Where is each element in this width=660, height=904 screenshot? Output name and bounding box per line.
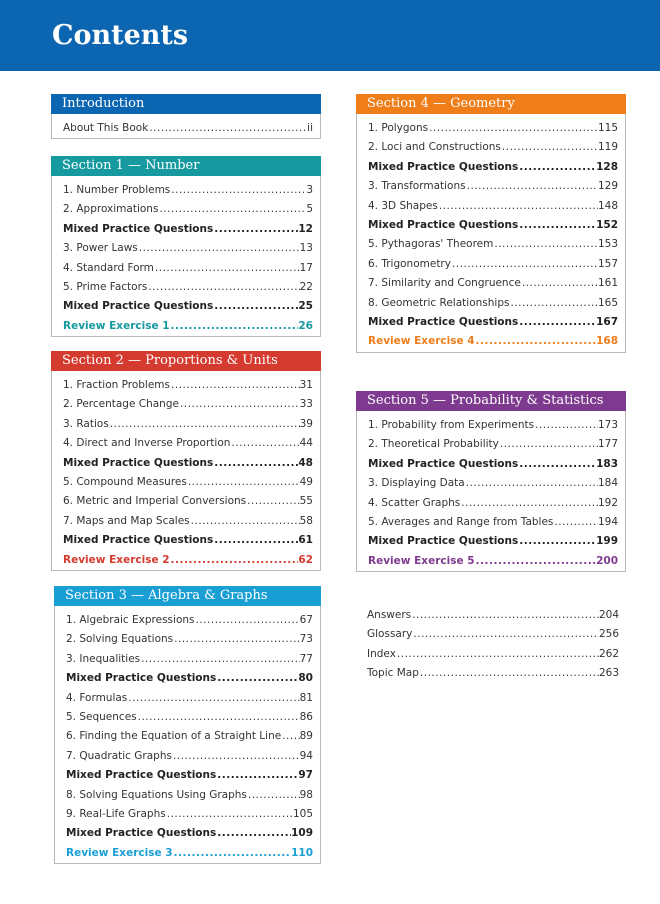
entry-title: 2. Solving Equations: [66, 633, 174, 646]
dot-leader: [158, 200, 306, 219]
toc-entry: [357, 138, 625, 157]
review-exercise-entry: [52, 317, 320, 336]
dot-leader: [213, 220, 298, 239]
entry-title: 2. Approximations: [63, 203, 159, 216]
dot-leader: [138, 239, 300, 258]
dot-leader: [147, 278, 299, 297]
entry-title: Mixed Practice Questions: [63, 456, 214, 469]
dot-leader: [466, 177, 598, 196]
toc-entry: [55, 611, 320, 630]
entry-title: 4. 3D Shapes: [368, 199, 438, 212]
entry-title: 1. Polygons: [368, 122, 429, 134]
page-number: 161: [597, 277, 618, 290]
toc-entry: [52, 259, 320, 278]
page-number: 263: [598, 667, 619, 680]
entry-title: 1. Algebraic Expressions: [66, 614, 195, 626]
page-number: 129: [597, 180, 618, 193]
section-entries: [356, 411, 626, 572]
page-number: 39: [299, 417, 313, 430]
entry-title: Mixed Practice Questions: [368, 457, 519, 470]
dot-leader: [553, 513, 598, 532]
toc-entry: [55, 630, 320, 649]
entry-title: 5. Pythagoras' Theorem: [368, 238, 494, 251]
dot-leader: [170, 376, 300, 395]
toc-entry: [52, 492, 320, 511]
entry-title: 1. Probability from Experiments: [368, 419, 535, 431]
section-header: Section 2 — Proportions & Units: [51, 351, 321, 371]
page-number: 81: [299, 691, 313, 704]
entry-title: Topic Map: [367, 667, 419, 680]
dot-leader: [170, 551, 299, 570]
section-header: Section 5 — Probability & Statistics: [356, 391, 626, 411]
page-number: 173: [597, 419, 618, 431]
dot-leader: [170, 181, 306, 200]
dot-leader: [166, 805, 293, 824]
entry-title: 4. Standard Form: [63, 261, 154, 274]
page-number: 148: [597, 199, 618, 212]
dot-leader: [216, 766, 298, 785]
dot-leader: [148, 119, 307, 138]
toc-entry: [55, 650, 320, 669]
dot-leader: [190, 512, 300, 531]
section-header: Introduction: [51, 94, 321, 114]
entry-title: Mixed Practice Questions: [368, 535, 519, 548]
entry-title: 8. Solving Equations Using Graphs: [66, 788, 247, 801]
page-number: 61: [298, 534, 313, 547]
toc-entry: [357, 494, 625, 513]
entry-title: 1. Number Problems: [63, 184, 171, 196]
dot-leader: [412, 625, 599, 644]
page-number: 13: [299, 242, 313, 255]
dot-leader: [213, 454, 298, 473]
page-number: 80: [298, 672, 313, 685]
page-number: 152: [596, 218, 618, 231]
dot-leader: [518, 216, 596, 235]
dot-leader: [137, 708, 300, 727]
dot-leader: [213, 297, 298, 316]
entry-title: Review Exercise 5: [368, 554, 475, 567]
toc-entry: [356, 625, 626, 644]
toc-entry: [357, 177, 625, 196]
entry-title: Review Exercise 4: [368, 335, 475, 348]
page-number: 86: [299, 710, 313, 723]
page-number: 67: [299, 614, 313, 626]
entry-title: Review Exercise 3: [66, 846, 173, 859]
page-number: 33: [299, 398, 313, 411]
toc-entry: [357, 216, 625, 235]
dot-leader: [127, 689, 299, 708]
page-number: 262: [598, 647, 619, 660]
page-number: 109: [291, 827, 313, 840]
page-number: 5: [306, 203, 313, 216]
toc-entry: [55, 708, 320, 727]
entry-title: Mixed Practice Questions: [66, 769, 217, 782]
page-number: 98: [299, 788, 313, 801]
entry-title: 3. Power Laws: [63, 242, 138, 255]
dot-leader: [173, 844, 292, 863]
toc-entry: [357, 455, 625, 474]
entry-title: 6. Trigonometry: [368, 257, 451, 270]
toc-entry: [52, 415, 320, 434]
page-number: 105: [292, 807, 313, 820]
section-entries: [356, 606, 626, 684]
entry-title: 7. Similarity and Congruence: [368, 277, 521, 290]
entry-title: Index: [367, 647, 396, 660]
toc-entry: [52, 531, 320, 550]
dot-leader: [247, 786, 300, 805]
toc-entry: [357, 197, 625, 216]
review-exercise-entry: [55, 844, 320, 863]
dot-leader: [246, 492, 299, 511]
toc-entry: [55, 727, 320, 746]
page-number: 97: [298, 769, 313, 782]
page-number: 119: [597, 141, 618, 154]
entry-title: Glossary: [367, 628, 413, 641]
entry-title: About This Book: [63, 122, 149, 134]
entry-title: 2. Loci and Constructions: [368, 141, 501, 154]
entry-title: 3. Ratios: [63, 417, 109, 430]
dot-leader: [460, 494, 598, 513]
page-number: 128: [596, 160, 618, 173]
section-header: Section 1 — Number: [51, 156, 321, 176]
toc-entry: [52, 119, 320, 138]
section-1-number: [51, 156, 321, 337]
page-number: 256: [598, 628, 619, 641]
section-entries: [356, 114, 626, 353]
dot-leader: [109, 415, 300, 434]
entry-title: 1. Fraction Problems: [63, 379, 171, 391]
entry-title: Mixed Practice Questions: [368, 315, 519, 328]
toc-entry: [357, 255, 625, 274]
page-number: 184: [597, 477, 618, 490]
entry-title: Mixed Practice Questions: [368, 218, 519, 231]
toc-entry: [357, 513, 625, 532]
section-2-proportions-units: [51, 351, 321, 571]
dot-leader: [518, 313, 596, 332]
entry-title: 3. Inequalities: [66, 652, 141, 665]
toc-entry: [52, 473, 320, 492]
page-number: 26: [298, 319, 313, 332]
dot-leader: [518, 532, 596, 551]
section-3-algebra-graphs: [54, 586, 321, 864]
page-number: 199: [596, 535, 618, 548]
section-header: Section 3 — Algebra & Graphs: [54, 586, 321, 606]
entry-title: Answers: [367, 609, 412, 621]
toc-entry: [357, 119, 625, 138]
entry-title: Mixed Practice Questions: [368, 160, 519, 173]
dot-leader: [509, 294, 598, 313]
entry-title: 4. Formulas: [66, 691, 128, 704]
entry-title: Mixed Practice Questions: [63, 222, 214, 235]
toc-entry: [357, 416, 625, 435]
entry-title: 3. Displaying Data: [368, 477, 465, 490]
page-number: 168: [596, 335, 618, 348]
dot-leader: [140, 650, 300, 669]
page-number: 44: [299, 437, 313, 450]
dot-leader: [518, 158, 596, 177]
entry-title: Mixed Practice Questions: [63, 300, 214, 313]
section-4-geometry: [356, 94, 626, 353]
dot-leader: [411, 606, 599, 625]
dot-leader: [230, 434, 299, 453]
entry-title: Mixed Practice Questions: [66, 672, 217, 685]
page-title: Contents: [52, 20, 189, 51]
dot-leader: [451, 255, 598, 274]
entry-title: 5. Averages and Range from Tables: [368, 515, 554, 528]
entry-title: 7. Maps and Map Scales: [63, 514, 190, 527]
dot-leader: [521, 274, 598, 293]
page-number: 73: [299, 633, 313, 646]
page-number: 192: [597, 496, 618, 509]
dot-leader: [428, 119, 598, 138]
dot-leader: [534, 416, 598, 435]
section-entries: [51, 176, 321, 337]
toc-entry: [55, 669, 320, 688]
entry-title: 5. Prime Factors: [63, 280, 148, 293]
dot-leader: [281, 727, 299, 746]
entry-title: 7. Quadratic Graphs: [66, 749, 172, 762]
toc-entry: [52, 512, 320, 531]
dot-leader: [499, 435, 598, 454]
page-number: 55: [299, 495, 313, 508]
page-number: 48: [298, 456, 313, 469]
page-number: 89: [299, 730, 313, 743]
review-exercise-entry: [52, 551, 320, 570]
page-number: 3: [306, 184, 313, 196]
toc-entry: [356, 606, 626, 625]
entry-title: Mixed Practice Questions: [66, 827, 217, 840]
dot-leader: [173, 630, 300, 649]
toc-entry: [55, 786, 320, 805]
review-exercise-entry: [357, 332, 625, 351]
dot-leader: [396, 645, 599, 664]
entry-title: 9. Real-Life Graphs: [66, 807, 166, 820]
entry-title: 2. Theoretical Probability: [368, 438, 499, 451]
section-introduction: [51, 94, 321, 139]
dot-leader: [465, 474, 598, 493]
page-number: 183: [596, 457, 618, 470]
entry-title: 2. Percentage Change: [63, 398, 179, 411]
dot-leader: [172, 747, 300, 766]
entry-title: 4. Scatter Graphs: [368, 496, 461, 509]
toc-entry: [52, 376, 320, 395]
page-number: 204: [598, 609, 619, 621]
page-number: 194: [597, 515, 618, 528]
page-number: 58: [299, 514, 313, 527]
page-number: 157: [597, 257, 618, 270]
dot-leader: [213, 531, 298, 550]
toc-entry: [55, 747, 320, 766]
toc-entry: [357, 294, 625, 313]
section-entries: [54, 606, 321, 864]
page-header-bar: [0, 0, 660, 71]
dot-leader: [170, 317, 299, 336]
toc-entry: [357, 532, 625, 551]
page-number: 17: [299, 261, 313, 274]
dot-leader: [501, 138, 598, 157]
page-number: 153: [597, 238, 618, 251]
page-number: 77: [299, 652, 313, 665]
toc-entry: [357, 313, 625, 332]
page-number: 165: [597, 296, 618, 309]
toc-entry: [52, 220, 320, 239]
page-number: ii: [307, 122, 313, 134]
page-number: 31: [299, 379, 313, 391]
section-entries: [51, 114, 321, 139]
toc-entry: [52, 395, 320, 414]
dot-leader: [438, 197, 598, 216]
dot-leader: [154, 259, 300, 278]
dot-leader: [475, 332, 597, 351]
toc-entry: [55, 824, 320, 843]
back-matter: [356, 606, 626, 684]
toc-entry: [357, 274, 625, 293]
entry-title: 3. Transformations: [368, 180, 466, 193]
toc-entry: [52, 200, 320, 219]
page-number: 167: [596, 315, 618, 328]
toc-entry: [55, 805, 320, 824]
section-header: Section 4 — Geometry: [356, 94, 626, 114]
entry-title: 5. Sequences: [66, 710, 137, 723]
page-number: 25: [298, 300, 313, 313]
toc-entry: [52, 434, 320, 453]
toc-entry: [52, 454, 320, 473]
section-5-probability-statistics: [356, 391, 626, 572]
entry-title: 6. Finding the Equation of a Straight Line: [66, 730, 282, 743]
section-entries: [51, 371, 321, 571]
dot-leader: [419, 664, 599, 683]
entry-title: 4. Direct and Inverse Proportion: [63, 437, 231, 450]
page-number: 22: [299, 280, 313, 293]
entry-title: Mixed Practice Questions: [63, 534, 214, 547]
dot-leader: [195, 611, 300, 630]
dot-leader: [475, 552, 597, 571]
dot-leader: [179, 395, 300, 414]
page-number: 200: [596, 554, 618, 567]
toc-entry: [357, 435, 625, 454]
entry-title: 8. Geometric Relationships: [368, 296, 510, 309]
toc-entry: [357, 474, 625, 493]
page-number: 12: [298, 222, 313, 235]
toc-entry: [52, 297, 320, 316]
entry-title: Review Exercise 1: [63, 319, 170, 332]
dot-leader: [518, 455, 596, 474]
review-exercise-entry: [357, 552, 625, 571]
page-number: 110: [291, 846, 313, 859]
toc-entry: [52, 278, 320, 297]
toc-entry: [52, 181, 320, 200]
toc-entry: [356, 645, 626, 664]
page-number: 94: [299, 749, 313, 762]
dot-leader: [187, 473, 300, 492]
toc-entry: [357, 235, 625, 254]
entry-title: Review Exercise 2: [63, 553, 170, 566]
dot-leader: [216, 824, 291, 843]
toc-entry: [356, 664, 626, 683]
entry-title: 5. Compound Measures: [63, 475, 187, 488]
toc-entry: [52, 239, 320, 258]
page-number: 115: [597, 122, 618, 134]
dot-leader: [493, 235, 598, 254]
entry-title: 6. Metric and Imperial Conversions: [63, 495, 247, 508]
page-number: 62: [298, 553, 313, 566]
page-number: 177: [597, 438, 618, 451]
dot-leader: [216, 669, 298, 688]
toc-entry: [55, 689, 320, 708]
toc-entry: [357, 158, 625, 177]
page-number: 49: [299, 475, 313, 488]
toc-entry: [55, 766, 320, 785]
